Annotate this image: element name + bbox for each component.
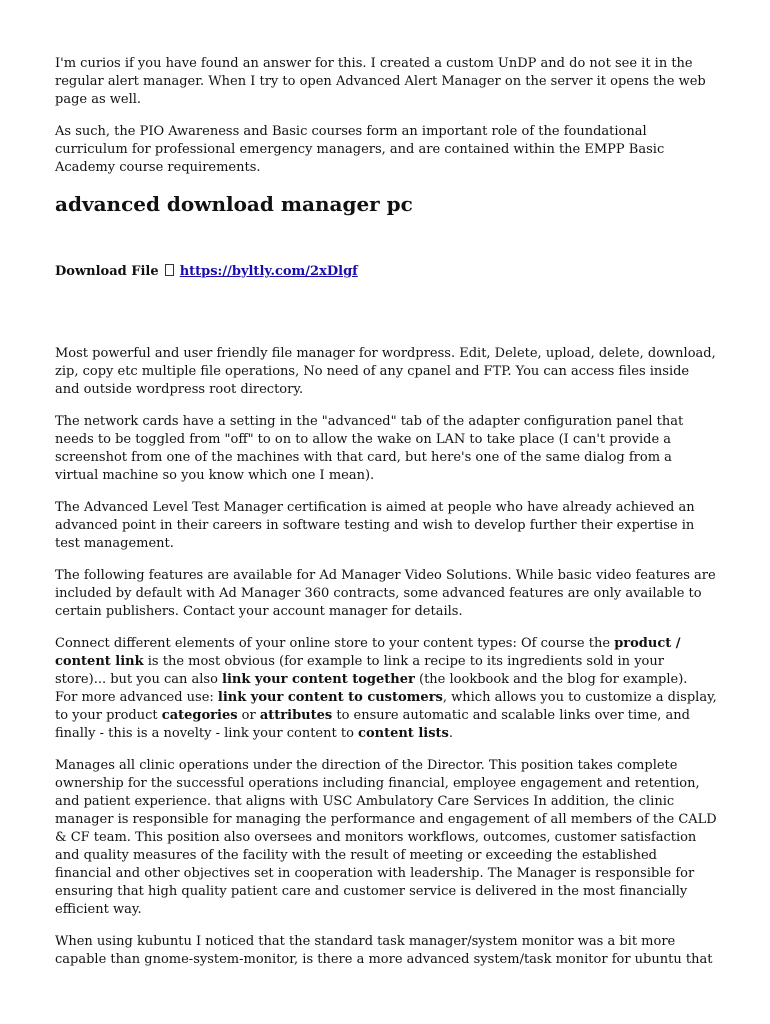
- text-run: is the most obvious (for example to link a recipe to its ingredients sold in your store)... but you can also: [55, 654, 664, 687]
- text-run: to ensure automatic and scalable links over time, and finally - this is a novelty - link your content to: [55, 708, 690, 741]
- bold-run: link your content to customers: [217, 690, 443, 705]
- text-run: .: [448, 726, 453, 741]
- bold-run: content lists: [358, 726, 449, 741]
- download-link[interactable]: https://byltly.com/2xDlgf: [179, 264, 358, 279]
- text-run: (the lookbook and the blog for example).: [414, 672, 688, 687]
- bold-run: product / content link: [55, 636, 681, 669]
- download-label: Download File: [55, 264, 159, 279]
- text-run: or: [237, 708, 260, 723]
- paragraph-advanced-use: [55, 689, 717, 743]
- download-line: [55, 263, 717, 281]
- document-page: [55, 55, 717, 969]
- paragraph-kubuntu: When using kubuntu I noticed that the standard task manager/system monitor was a bit more capable than gnome-system-monitor, is there a more advanced system/task monitor for ubuntu that: [55, 934, 713, 967]
- paragraph-ad-manager: The following features are available for Ad Manager Video Solutions. While basic video features are included by default with Ad Manager 360 contracts, some advanced features are only available to certain publishers. Contact your account manager for details.: [55, 568, 716, 619]
- paragraph-test-manager: The Advanced Level Test Manager certification is aimed at people who have already achieved an advanced point in their careers in software testing and wish to develop further their expertise in test management.: [55, 500, 695, 551]
- text-run: , which allows you to customize a display, to your product: [55, 690, 717, 723]
- paragraph-connect-elements: [55, 635, 717, 689]
- paragraph-network-cards: The network cards have a setting in the "advanced" tab of the adapter configuration panel that needs to be toggled from "off" to on to allow the wake on LAN to take place (I can't provide a screenshot from one of the machines with that card, but here's one of the same dialog from a virtual machine so you know which one I mean).: [55, 414, 684, 483]
- bold-run: attributes: [259, 708, 333, 723]
- paragraph-file-manager: Most powerful and user friendly file manager for wordpress. Edit, Delete, upload, delete, download, zip, copy etc multiple file operations, No need of any cpanel and FTP. You can access files inside and outside wordpress root directory.: [55, 346, 716, 397]
- text-run: Connect different elements of your online store to your content types: Of course the: [55, 636, 615, 651]
- paragraph-pio-courses: As such, the PIO Awareness and Basic courses form an important role of the foundational curriculum for professional emergency managers, and are contained within the EMPP Basic Academy course requirements.: [55, 124, 665, 175]
- paragraph-clinic-manager: Manages all clinic operations under the direction of the Director. This position takes complete ownership for the successful operations including financial, employee engagement and retention, and patient experience. that aligns with USC Ambulatory Care Services In addition, the clinic manager is responsible for managing the performance and engagement of all members of the CALD & CF team. This position also oversees and monitors workflows, outcomes, customer satisfaction and quality measures of the facility with the result of meeting or exceeding the established financial and other objectives set in cooperation with leadership. The Manager is responsible for ensuring that high quality patient care and customer service is delivered in the most financially efficient way.: [55, 758, 717, 917]
- text-run: For more advanced use:: [55, 690, 218, 705]
- paragraph-alert-manager: I'm curios if you have found an answer for this. I created a custom UnDP and do not see it in the regular alert manager. When I try to open Advanced Alert Manager on the server it opens the web page as well.: [55, 56, 706, 107]
- bold-run: link your content together: [222, 672, 415, 687]
- bold-run: categories: [161, 708, 238, 723]
- page-heading: advanced download manager pc: [55, 192, 413, 216]
- missing-glyph-icon: [165, 264, 174, 276]
